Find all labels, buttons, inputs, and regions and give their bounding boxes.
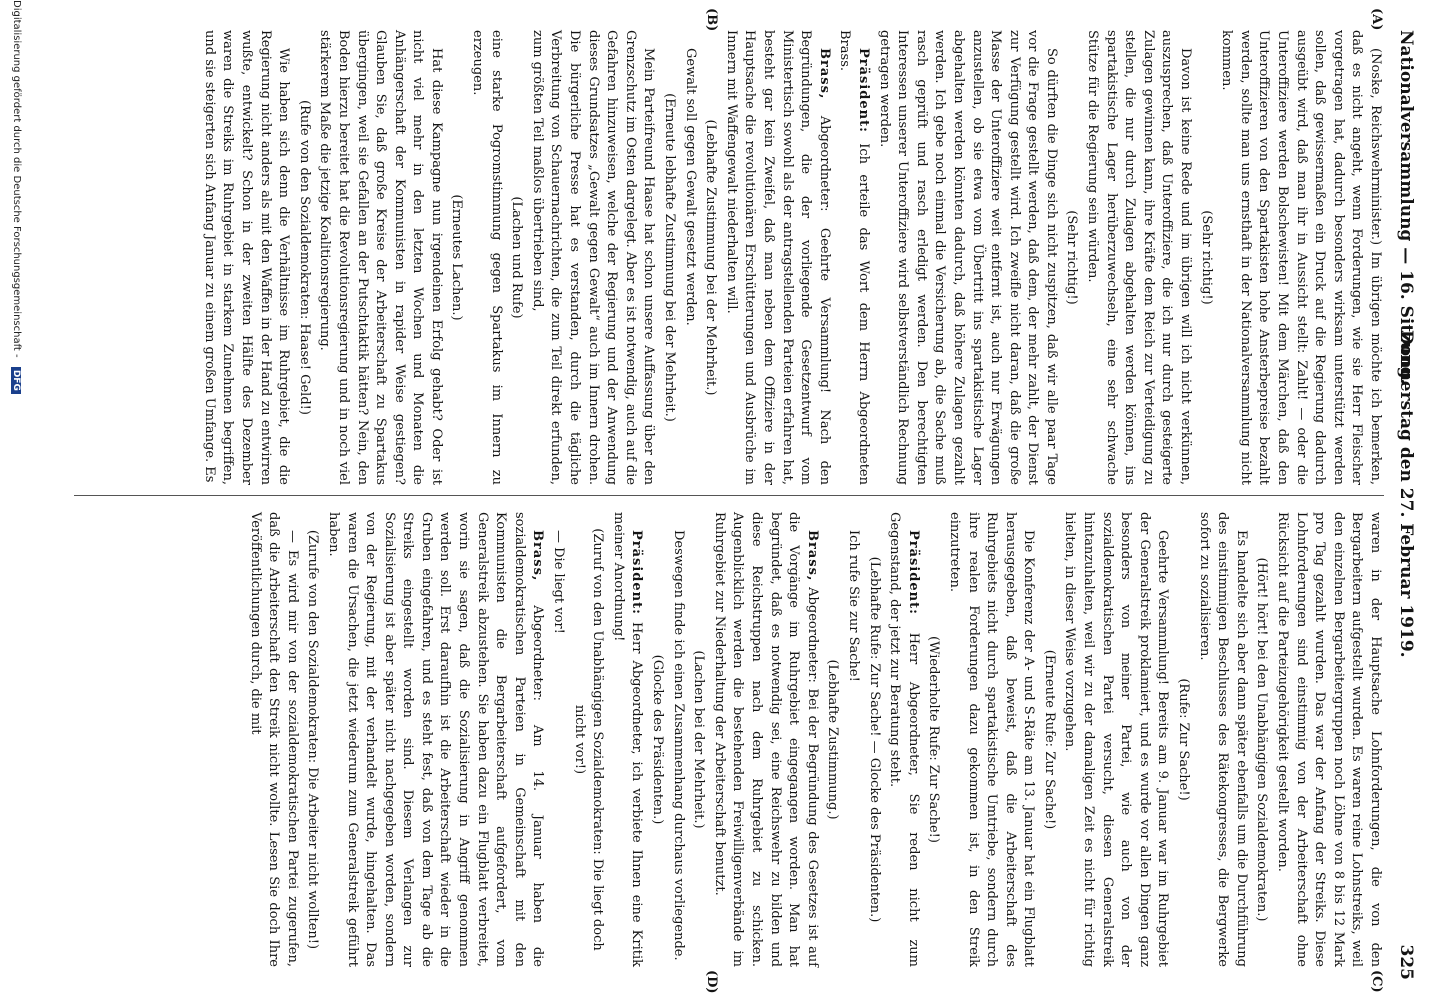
page-number: 325 xyxy=(1396,944,1416,980)
interjection: (Glocke des Präsidenten.) xyxy=(650,654,666,825)
paragraph: Die Konferenz der A- und S-Räte am 13. Januar hat ein Flugblatt herausgegeben, daß beweist, daß die Arbeiterschaft des Ruhrgebiets nicht durch spartakistische Umtriebe, sondern durch ihre realen Forderungen dazu gekommen ist, in den Streik einzutreten. xyxy=(946,512,1037,967)
speaker-name: Präsident: xyxy=(905,530,921,615)
interjection: (Lebhafte Rufe: Zur Sache! — Glocke des Präsidenten.) xyxy=(866,556,882,923)
interjection: (Lachen bei der Mehrheit.) xyxy=(691,650,707,829)
interjection: (Rufe von den Sozialdemokraten: Haase! Geld!) xyxy=(296,100,312,415)
interjection: (Erneute lebhafte Zustimmung bei der Mehrheit.) xyxy=(662,93,678,422)
speaker-paragraph xyxy=(835,30,872,485)
margin-marker-b: (B) xyxy=(704,8,719,32)
header-title: Nationalversammlung — 16. Sitzung. xyxy=(1396,30,1416,385)
paragraph: Geehrte Versammlung! Bereits am 9. Januar war im Ruhrgebiet der Generalstreik proklamiert, und es wurde vor allen Dingen ganz besonders von meiner Partei, wie auch von der sozialdemokratischen Partei versucht, diesen Generalstreik hintanzuhalten, weil wir zu der damaligen Zeit es nicht für richtig hielten, in dieser Weise vorzugehen. xyxy=(1062,512,1171,967)
interjection: (Lachen und Rufe) xyxy=(509,196,525,319)
speaker-name: Brass, xyxy=(804,530,820,582)
speaker-name: Brass, xyxy=(816,48,832,100)
speaker-name: Brass, xyxy=(530,530,546,582)
paragraph: — Die liegt vor! xyxy=(551,530,567,634)
speaker-paragraph xyxy=(885,512,922,967)
margin-marker-a: (A) xyxy=(1369,8,1384,31)
speaker-name: Präsident: xyxy=(855,48,871,133)
paragraph: Wie haben sich denn die Verhältnisse im Ruhrgebiet, die die Regierung nicht anders als mit den Waffen in der Hand zu entwirren wußte, entwickelt? Schon in der zweiten Hälfte des Dezember waren die Streiks im Ruhrgebiet in starkem Zunehmen begriffen, und sie steigerten sich Anfang Januar zu einem großen Umfange. Es xyxy=(201,30,292,485)
speaker-name: Präsident: xyxy=(629,530,645,615)
interjection: (Hört! hört! bei den Unabhängigen Sozialdemokraten.) xyxy=(1254,557,1270,922)
speaker-paragraph xyxy=(721,30,833,485)
interjection: (Sehr richtig!) xyxy=(1198,210,1214,305)
paragraph: Deswegen finde ich einen Zusammenhang durchaus vorliegende. xyxy=(670,530,686,961)
paragraph: eine starke Pogromstimmung gegen Spartakus im Innern zu erzeugen. xyxy=(470,30,504,485)
interjection: (Erneute Rufe: Zur Sache!) xyxy=(1041,649,1057,830)
margin-marker-c: (C) xyxy=(1369,970,1384,993)
dfg-logo: DFG xyxy=(11,367,21,394)
paragraph: waren in der Hauptsache Lohnforderungen, die von den Bergarbeitern aufgestellt wurden. Es waren reine Lohnstreiks, weil den einzelnen Bergarbeitergruppen noch Löhne von 8 bis 12 Mark pro Tag gezahlt wurden. Das war der Anfang der Streiks. Diese Lohnforderungen sind einstimmig von der Arbeiterschaft ohne Rücksicht auf die Parteizugehörigkeit gestellt worden. xyxy=(1275,512,1383,967)
paragraph: Es handelte sich aber dann später ebenfalls um die Durchführung des einstimmigen Beschlusses des Rätekongresses, die Bergwerke sofort zu sozialisieren. xyxy=(1196,512,1249,967)
interjection: (Sehr richtig!) xyxy=(1064,210,1080,305)
header-date: Donnerstag den 27. Februar 1919. xyxy=(1396,330,1416,658)
speech-text: Abgeordneter: Am 14. Januar haben die sozialdemokratischen Parteien in Gemeinschaft mit den Kommunisten die Bergarbeiterschaft aufgefordert, vom Generalstreik abzustehen. Sie haben dazu ein Flugblatt verbreitet, worin sie sagen, daß die Sozialisierung in Angriff genommen werden soll. Erst daraufhin ist die Arbeiterschaft wieder in die Gruben eingefahren, und es steht fest, daß von dem Tage ab die Streiks eingestellt worden sind. Diesem Verlangen zur Sozialisierung ist aber später nicht nachgegeben worden, sondern von der Regierung, mit der verhandelt wurde, hingehalten. Das waren die Ursachen, die jetzt wiederum zum Generalstreik geführt haben. xyxy=(325,512,546,967)
paragraph: (Noske, Reichswehrminister.) Im übrigen möchte ich bemerken, daß es nicht angeht, wenn Forderungen, wie sie Herr Fleischer vorgetragen hat, dadurch besonders wirksam unterstützt werden sollen, daß gewissermaßen ein Druck auf die Regierung dadurch ausgeübt wird, daß man ihr in Aussicht stellt: Zahlt! — oder die Unteroffiziere werden Bolschewisten! Mit dem Märchen, daß den Unteroffizieren von den Spartakisten hohe Ansterbepreise bezahlt werden, sollte man uns ernsthaft in der Nationalversammlung nicht kommen. xyxy=(1219,30,1383,485)
speech-text: Abgeordneter: Geehrte Versammlung! Nach den Begründungen, die der vorliegende Gesetzentwurf vom Ministertisch sowohl als der antragstellenden Parteien erfahren hat, besteht gar kein Zweifel, daß man neben dem Offiziere in der Hauptsache die revolutionären Erschütterungen und Ausbrüche im Innern mit Waffengewalt niederhalten will. xyxy=(723,30,832,486)
interjection: (Zurufe von den Sozialdemokraten: Die Arbeiter nicht wollten!) xyxy=(305,529,321,950)
paragraph: Davon ist keine Rede und im übrigen will ich nicht verkünnen, auszusprechen, daß Unteroffiziere, die ich nur durch gesteigerte Zulagen gewinnen kann, ihre Kräfte dem Reich zur Verteidigung zu stellen, die nur durch Zulagen abgehalten werden können, ins spartakistische Lager herüberzuwechseln, eine sehr schwache Stütze für die Regierung sein würden. xyxy=(1085,30,1194,485)
interjection: (Wiederholte Rufe: Zur Sache!) xyxy=(926,636,942,843)
left-column xyxy=(197,30,1384,485)
margin-marker-d: (D) xyxy=(704,970,719,994)
speaker-paragraph xyxy=(323,512,546,967)
interjection: (Lebhafte Zustimmung.) xyxy=(825,659,841,820)
speaker-paragraph xyxy=(608,512,645,967)
paragraph: Ich rufe Sie zur Sache! xyxy=(845,530,861,682)
column-divider xyxy=(74,495,1384,496)
interjection: (Zuruf von den Unabhängigen Sozialdemokraten: Die liegt doch nicht vor!) xyxy=(571,528,606,951)
page-header xyxy=(1384,30,1424,980)
paragraph: Mein Parteifreund Haase hat schon unsere Auffassung über den Grenzschutz im Osten dargelegt. Aber es ist notwendig, auch auf die Gefahren hinzuweisen, welche der Regierung und der Anwendung dieses Grundsatzes „Gewalt gegen Gewalt“ auch im Innern drohen. Die bürgerliche Presse hat es verstanden, durch die tägliche Verbreitung von Schauernachrichten, die zum Teil direkt erfunden, zum größten Teil maßlos übertrieben sind, xyxy=(529,30,657,486)
paragraph: — Es wird mir von der sozialdemokratischen Partei zugerufen, daß die Arbeiterschaft den Streik nicht wollte. Lesen Sie doch Ihre Veröffentlichungen durch, die mit xyxy=(247,512,300,967)
interjection: (Erneutes Lachen.) xyxy=(449,194,465,321)
paragraph: So dürften die Dinge sich nicht zuspitzen, daß wir alle paar Tage vor die Frage gestellt werden, daß dem, der mehr zahlt, der Dienst zur Verfügung gestellt wird. Ich zweifle nicht daran, daß die große Masse der Unteroffiziere weit entfernt ist, auch nur Erwägungen anzustellen, ob sie etwa vom Übertritt ins spartakistische Lager abgehalten werden könnten dadurch, daß höhere Zulagen gezahlt werden. Ich gebe noch einmal die Versicherung ab, die Sache muß rasch geprüft und rasch erledigt werden. Den berechtigten Interessen unserer Unteroffiziere wird selbstverständlich Rechnung getragen werden. xyxy=(876,30,1059,485)
right-column xyxy=(243,512,1384,967)
speech-text: Herr Abgeordneter, ich verbiete Ihnen eine Kritik meiner Anordnung! xyxy=(610,512,645,967)
speech-text: Ich erteile das Wort dem Herrn Abgeordneten Brass. xyxy=(837,30,871,485)
speech-text: Abgeordneter: Bei der Begründung des Gesetzes ist auf die Vorgänge im Ruhrgebiet eingegangen worden. Man hat begründet, daß es notwendig sei, eine Reichswehr zu bilden und diese Reichstruppen nach dem Ruhrgebiet zu schicken. Augenblicklich werden die bestehenden Freiwilligenverbände im Ruhrgebiet zur Niederhaltung der Arbeiterschaft benutzt. xyxy=(711,512,820,967)
interjection: (Lebhafte Zustimmung bei der Mehrheit.) xyxy=(703,119,719,396)
paragraph: Hat diese Kampagne nun irgendeinen Erfolg gehabt? Oder ist nicht viel mehr in den letzten Wochen und Monaten die Anhängerschaft der Kommunisten in rapider Weise gestiegen? Glauben Sie, daß große Kreise der Arbeiterschaft zu Spartakus übergingen, weil sie Gefallen an der Putschtaktik hätten? Nein, den Boden hierzu bereitet hat die Revolutionsregierung und in noch viel stärkerem Maße die jetzige Koalitionsregierung. xyxy=(317,30,444,485)
speaker-paragraph xyxy=(709,512,821,967)
speech-text: Herr Abgeordneter, Sie reden nicht zum Gegenstand, der jetzt zur Beratung steht. xyxy=(887,512,921,967)
footer-text: Digitalisierung gefördert durch die Deutsche Forschungsgemeinschaft - xyxy=(11,0,22,358)
interjection: (Rufe: Zur Sache!) xyxy=(1176,678,1192,801)
paragraph: Gewalt soll gegen Gewalt gesetzt werden. xyxy=(682,48,698,326)
digitization-footer xyxy=(11,0,22,1000)
